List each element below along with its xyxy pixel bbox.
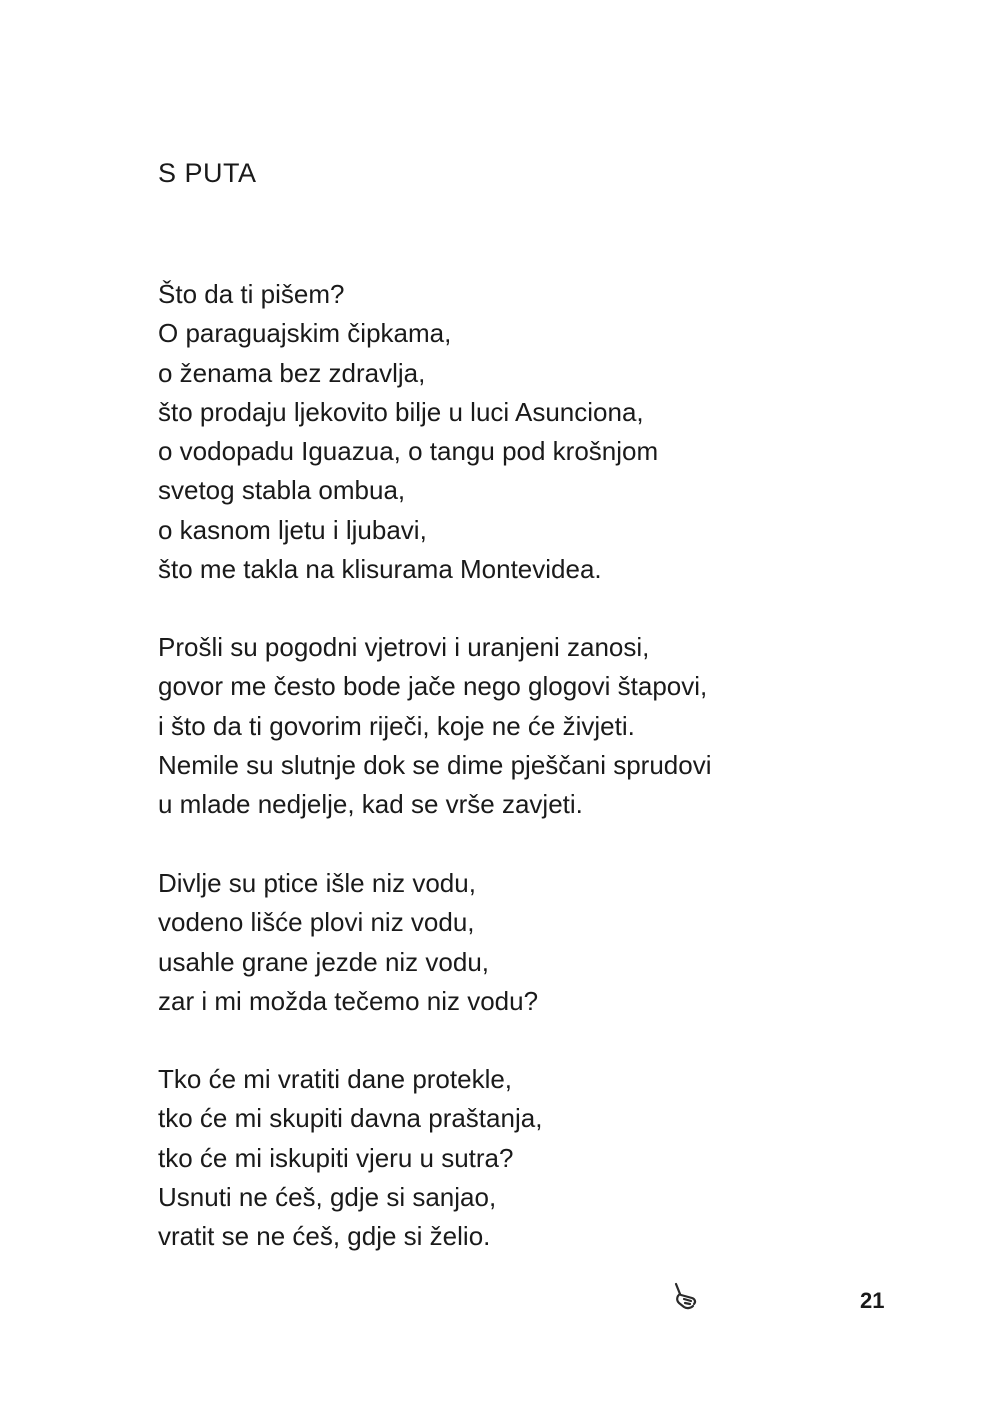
poem-line: i što da ti govorim riječi, koje ne će živjeti. <box>158 710 635 741</box>
stanza-1 <box>158 275 658 589</box>
poem-line: što me takla na klisurama Montevidea. <box>158 554 602 585</box>
poem-line: Divlje su ptice išle niz vodu, <box>158 868 476 898</box>
poem-line: zar i mi možda tečemo niz vodu? <box>158 985 539 1016</box>
poem-line: Prošli su pogodni vjetrovi i uranjeni zanosi, <box>158 632 650 662</box>
poem-line: svetog stabla ombua, <box>158 475 406 506</box>
poem-line: O paraguajskim čipkama, <box>158 318 452 349</box>
stanza-3 <box>158 864 538 1021</box>
poem-line: Tko će mi vratiti dane protekle, <box>158 1064 513 1094</box>
poem-line: o kasnom ljetu i ljubavi, <box>158 514 427 545</box>
poem-line: što prodaju ljekovito bilje u luci Asunciona, <box>158 396 644 427</box>
poem-line: govor me često bode jače nego glogovi štapovi, <box>158 671 708 702</box>
poem-line: u mlade nedjelje, kad se vrše zavjeti. <box>158 789 583 820</box>
poem-line: usahle grane jezde niz vodu, <box>158 946 490 977</box>
poem-line: Nemile su slutnje dok se dime pješčani sprudovi <box>158 749 712 780</box>
poem-line: tko će mi iskupiti vjeru u sutra? <box>158 1142 514 1173</box>
poem-line: Što da ti pišem? <box>158 279 345 309</box>
poem-line: o vodopadu Iguazua, o tangu pod krošnjom <box>158 436 659 467</box>
stanza-2 <box>158 628 712 824</box>
poem-line: vodeno lišće plovi niz vodu, <box>158 907 475 938</box>
stanza-4 <box>158 1060 542 1256</box>
poem-line: o ženama bez zdravlja, <box>158 357 426 388</box>
page-number: 21 <box>860 1288 885 1313</box>
poem-line: vratit se ne ćeš, gdje si želio. <box>158 1221 491 1252</box>
poem-line: Usnuti ne ćeš, gdje si sanjao, <box>158 1181 497 1212</box>
poem-title: S PUTA <box>158 158 257 188</box>
pointing-hand-icon <box>668 1278 704 1314</box>
poem-line: tko će mi skupiti davna praštanja, <box>158 1103 543 1134</box>
